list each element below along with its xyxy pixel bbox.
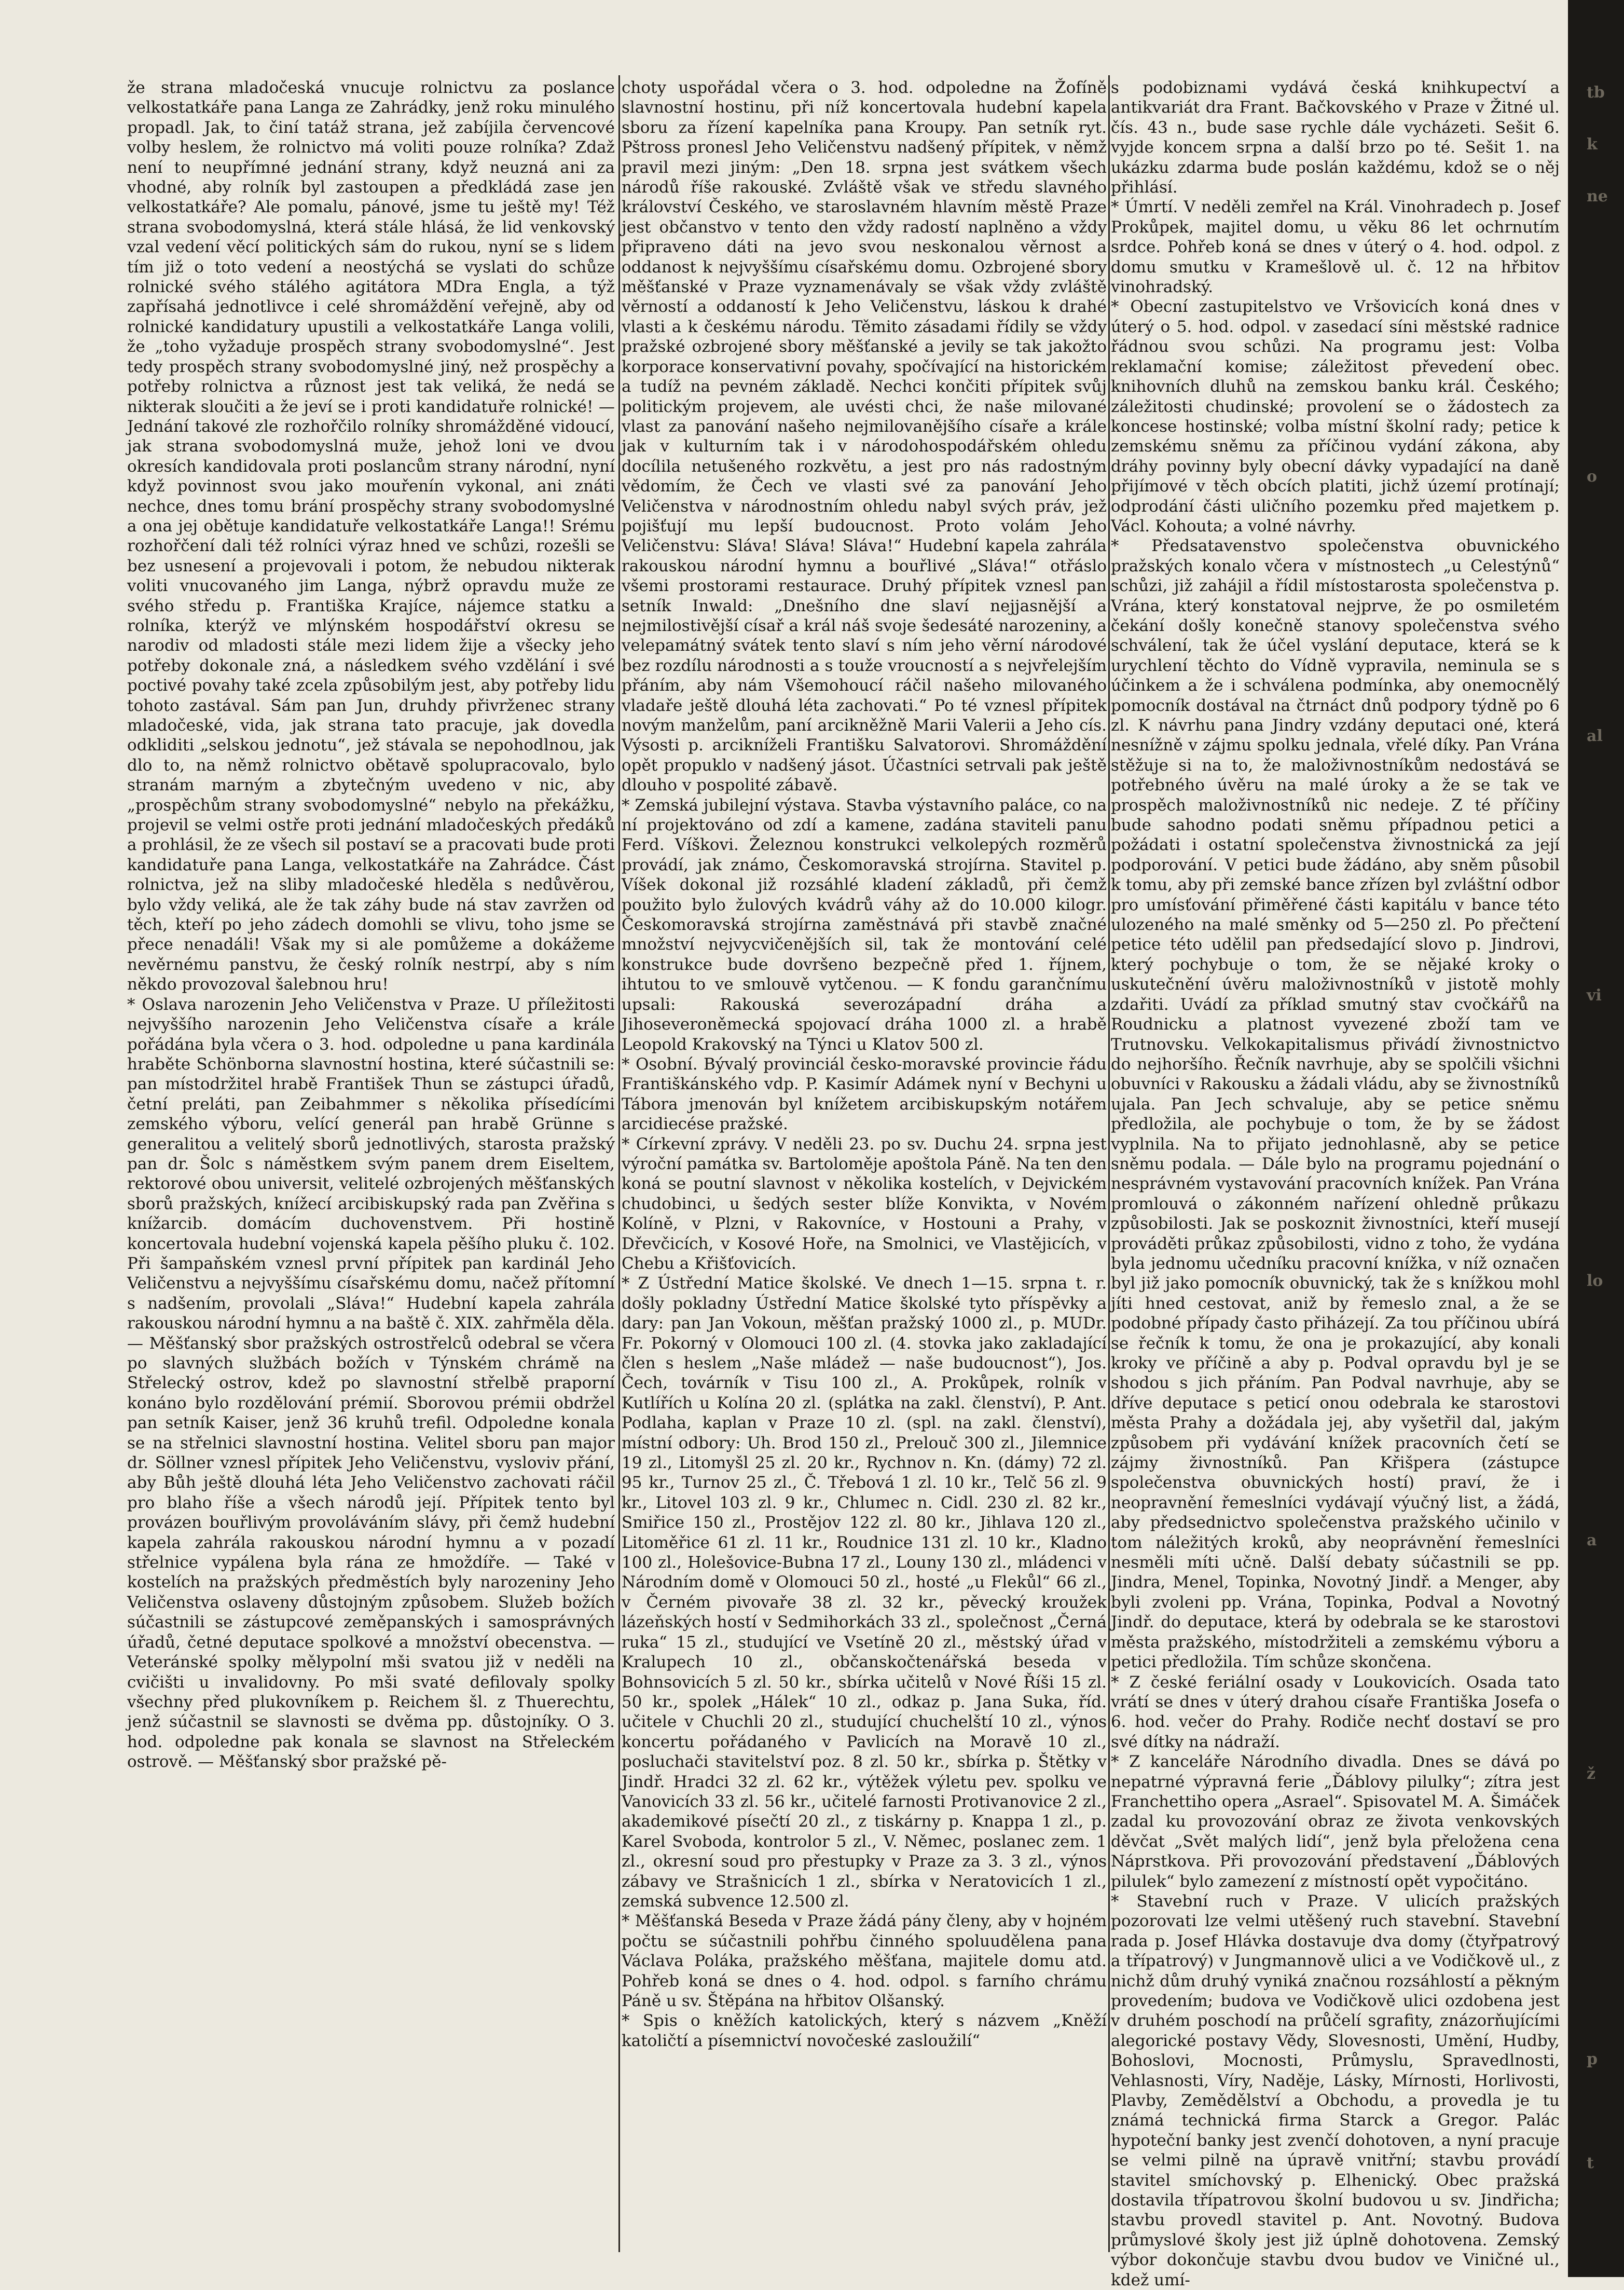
margin-fragment: t bbox=[1587, 2154, 1594, 2172]
page-edge-shadow bbox=[1568, 0, 1624, 2277]
margin-fragment: lo bbox=[1587, 1272, 1603, 1290]
margin-fragment: a bbox=[1587, 1531, 1597, 1549]
article-paragraph: * Z Ústřední Matice školské. Ve dnech 1—15. srpna t. r. došly pokladny Ústřední Matice školské tyto příspěvky a dary: pan Jan Vokoun, měšťan pražský 1000 zl., p. MUDr. Fr. Pokorný v Olomouci 100 zl. (4. stovka jako zakladající člen s heslem „Naše mládež — naše budoucnost“), Jos. Čech, továrník v Tisu 100 zl., A. Prokůpek, rolník v Kutlířích u Kolína 20 zl. (splátka na zakl. členství), P. Ant. Podlaha, kaplan v Praze 10 zl. (spl. na zakl. členství), místní odbory: Uh. Brod 150 zl., Prelouč 300 zl., Jilemnice 19 zl., Litomyšl 25 zl. 20 kr., Rychnov n. Kn. (dámy) 72 zl. 95 kr., Turnov 25 zl., Č. Třebová 1 zl. 10 kr., Telč 56 zl. 9 kr., Litovel 103 zl. 9 kr., Chlumec n. Cidl. 230 zl. 82 kr., Smiřice 150 zl., Prostějov 122 zl. 80 kr., Jihlava 120 zl., Litoměřice 61 zl. 11 kr., Roudnice 131 zl. 10 kr., Kladno 100 zl., Holešovice-Bubna 17 zl., Louny 130 zl., mládenci v Národním domě v Olomouci 50 zl., hosté „u Flekůl“ 66 zl., v Černém pivovaře 38 zl. 32 kr., pěvecký kroužek lázeňských hostí v Sedmihorkách 33 zl., společnost „Černá ruka“ 15 zl., studující ve Vsetíně 20 zl., městský úřad v Kralupech 10 zl., občanskočtenářská beseda v Bohnsovicích 5 zl. 50 kr., sbírka učitelů v Nové Říši 15 zl. 50 kr., spolek „Hálek“ 10 zl., odkaz p. Jana Suka, říd. učitele v Chuchli 20 zl., studující chuchelští 10 zl., výnos koncertu pořádaného v Pavlicích na Moravě 10 zl., posluchači stavitelství poz. 8 zl. 50 kr., sbírka p. Štětky v Jindř. Hradci 32 zl. 62 kr., výtěžek výletu pev. spolku ve Vanovicích 33 zl. 56 kr., učitelé farnosti Protivanovice 2 zl., akademikové písečtí 20 zl., z tiskárny p. Knappa 1 zl., p. Karel Svoboda, kontrolor 5 zl., V. Němec, poslanec zem. 1 zl., okresní soud pro přestupky v Praze za 3. 3 zl., výnos zábavy ve Strašnicích 1 zl., sbírka v Neratovicích 1 zl., zemská subvence 12.500 zl. bbox=[622, 1274, 1107, 1911]
article-paragraph: * Oslava narozenin Jeho Veličenstva v Praze. U příležitosti nejvyššího narozenin Jeho Veličenstva císaře a krále pořádána byla včera o 3. hod. odpoledne u pana kardinála hraběte Schönborna slavnostní hostina, které súčastnili se: pan místodržitel hrabě František Thun se zástupci úřadů, četní preláti, pan Zeibahmmer s několika přísedícími zemského výboru, velící generál pan hrabě Grünne s generalitou a velitelý sborů jednotlivých, starosta pražský pan dr. Šolc s náměstkem svým panem drem Eiseltem, rektorové obou universit, velitelé ozbrojených měšťanských sborů pražských, knížecí arcibiskupský rada pan Zvěřina s knížarcib. domácím duchovenstvem. Při hostině koncertovala hudební vojenská kapela pěšího pluku č. 102. Při šampaňském vznesl první přípitek pan kardinál Jeho Veličenstvu a nejvyššímu císařskému domu, načež přítomní s nadšením, provolali „Sláva!“ Hudební kapela zahrála rakouskou národní hymnu a na baště č. XIX. zahřměla děla. — Měšťanský sbor pražských ostrostřelců odebral se včera po slavných službách božích v Týnském chrámě na Střelecký ostrov, kdež po slavnostní střelbě praporní konáno bylo rozdělování prémií. Sborovou prémii obdržel pan setník Kaiser, jenž 36 kruhů trefil. Odpoledne konala se na střelnici slavnostní hostina. Velitel sboru pan major dr. Söllner vznesl přípitek Jeho Veličenstvu, vysloviv přání, aby Bůh ještě dlouhá léta Jeho Veličenstvo zachovati ráčil pro blaho říše a všech národů její. Přípitek tento byl provázen bouřlivým provoláváním slávy, při čemž hudební kapela zahrála rakouskou národní hymnu a v pozadí střelnice vypálena byla rána ze hmoždíře. — Také v kostelích na pražských předměstích byly narozeniny Jeho Veličenstva oslaveny důstojným způsobem. Služeb božích súčastnili se zástupcové zeměpanských i samosprávných úřadů, četné deputace spolkové a množství obecenstva. — Veteránské spolky mělypolní mši svatou již v neděli na cvičišti u invalidovny. Po mši svaté defilovaly spolky všechny před plukovníkem p. Reichem šl. z Thuerechtu, jenž súčastnil se slavnosti se dvěma pp. důstojníky. O 3. hod. odpoledne pak konala se slavnost na Střeleckém ostrově. — Měšťanský sbor pražské pě- bbox=[127, 995, 615, 1772]
column-divider bbox=[1108, 75, 1110, 2252]
article-paragraph: choty uspořádal včera o 3. hod. odpoledne na Žofíně slavnostní hostinu, při níž koncertovala hudební kapela sboru za řízení kapelníka pana Kroupy. Pan setník ryt. Pštross pronesl Jeho Veličenstvu nadšený přípitek, v němž pravil mezi jiným: „Den 18. srpna jest svátkem všech národů říše rakouské. Zvláště však ve středu slavného království Českého, ve staroslavném hlavním městě Praze jest občanstvo v tento den vždy radostí naplněno a vždy připraveno dáti na jevo svou neskonalou věrnost a oddanost k nejvyššímu císařskému domu. Ozbrojené sbory měšťanské v Praze vyznamenávaly se však vždy zvláště věrností a oddaností k Jeho Veličenstvu, láskou k drahé vlasti a k českému národu. Těmito zásadami řídily se vždy pražské ozbrojené sbory měšťanské a jevily se tak jakožto korporace konservativní povahy, spočívající na historickém a tudíž na pevném základě. Nechci končiti přípitek svůj politickým projevem, ale uvésti chci, že naše milované vlast za panování našeho nejmilovanějšího císaře a krále jak v kulturním tak i v národohospodářském ohledu docílila netušeného rozkvětu, a jest pro nás radostným vědomím, že Čech ve vlasti své za panování Jeho Veličenstva v národnostním ohledu nabyl svých práv, jež pojišťují mu lepší budoucnost. Proto volám Jeho Veličenstvu: Sláva! Sláva! Sláva!“ Hudební kapela zahrála rakouskou národní hymnu a bouřlivé „Sláva!“ otřáslo všemi prostorami restaurace. Druhý přípitek vznesl pan setník Inwald: „Dnešního dne slaví nejjasnější a nejmilostivější císař a král náš svoje šedesáté narozeniny, a velepamátný svátek tento slaví s ním jeho věrní národové bez rozdílu národnosti a s touže vroucností a s nejvřelejším přáním, aby nám Všemohoucí ráčil našeho milovaného vladaře ještě dlouhá léta zachovati.“ Po té vznesl přípitek novým manželům, paní arcikněžně Marii Valerii a Jeho cís. Výsosti p. arcikníželi Františku Salvatorovi. Shromáždění opět propuklo v nadšený jásot. Účastníci setrvali pak ještě dlouho v pospolité zábavě. bbox=[622, 78, 1107, 795]
article-paragraph: * Spis o kněžích katolických, který s názvem „Kněží katoličtí a písemnictví novočeské zasloužilí“ bbox=[622, 2011, 1107, 2050]
column-3 bbox=[1111, 78, 1560, 2289]
margin-fragment: al bbox=[1587, 727, 1603, 745]
article-paragraph: * Církevní zprávy. V neděli 23. po sv. Duchu 24. srpna jest výroční památka sv. Bartoloměje apoštola Páně. Na ten den koná se poutní slavnost v několika kostelích, v Dejvickém chudobinci, u šedých sester blíže Konvikta, v Novém Kolíně, v Plzni, v Rakovníce, v Hostouni a Prahy, v Dřevčicích, v Kosové Hoře, na Smolnici, ve Vlastějicích, v Chebu a Křišťovicích. bbox=[622, 1134, 1107, 1273]
article-paragraph: * Zemská jubilejní výstava. Stavba výstavního paláce, co na ní projektováno od zdí a kamene, zadána staviteli panu Ferd. Víškovi. Železnou konstrukci velkolepých rozměrů provádí, jak známo, Českomoravská strojírna. Stavitel p. Víšek dokonal již rozsáhlé kladení základů, při čemž použito bylo žulových kvádrů váhy až do 10.000 kilogr. Českomoravská strojírna zaměstnává při stavbě značné množství nejvycvičenějších sil, tak že montování celé konstrukce bude dovršeno bezpečně před 1. říjnem, ihtutou to ve smlouvě vytčenou. — K fondu garančnímu upsali: Rakouská severozápadní dráha a Jihoseveroněmecká spojovací dráha 1000 zl. a hrabě Leopold Krakovský na Týnci u Klatov 500 zl. bbox=[622, 796, 1107, 1054]
margin-fragment: vi bbox=[1587, 986, 1602, 1005]
margin-fragment: o bbox=[1587, 468, 1598, 486]
article-paragraph: * Osobní. Bývalý provinciál česko-moravské provincie řádu Františkánského vdp. P. Kasimír Adámek nyní v Bechyni u Tábora jmenován byl knížetem arcibiskupským notářem arcidiecése pražské. bbox=[622, 1054, 1107, 1134]
column-1 bbox=[127, 78, 615, 2247]
article-paragraph: že strana mladočeská vnucuje rolnictvu za poslance velkostatkáře pana Langa ze Zahrádky, jenž roku minulého propadl. Jak, to činí tatáž strana, jež zabíjila červencové volby heslem, že rolnictvo má voliti pouze rolníka? Zdaž není to neupřímné jednání strany, když neuzná ani za vhodné, aby rolník byl zastoupen a předkládá zase jen velkostatkáře? Ale pomalu, pánové, jsme tu ještě my! Též strana svobodomyslná, která stále hlásá, že lid venkovský vzal vedení věcí politických sám do rukou, nyní se s lidem tím již o toto vedení a neostýchá se vyslati do schůze rolnické svého stálého agitátora MDra Engla, a týž zapřísahá jednotlivce i celé shromáždění veřejně, aby od rolnické kandidatury upustili a velkostatkáře Langa volili, že „toho vyžaduje prospěch strany svobodomyslné“. Jest tedy prospěch strany svobodomyslné jiný, než prospěchy a potřeby rolnictva a různost jest tak veliká, že nedá se nikterak sloučiti a že jeví se i proti kandidatuře rolnické! — Jednání takové zle rozhořčilo rolníky shromážděné vidoucí, jak strana svobodomyslná muže, jehož loni ve dvou okresích kandidovala proti poslancům strany národní, nyní když povinnost svou jako mouřenín vykonal, ani znáti nechce, dnes tomu brání prospěchy strany svobodomyslné a ona jej obětuje kandidatuře velkostatkáře Langa!! Srému rozhořčení dali též rolníci výraz hned ve schůzi, rozešli se bez usnesení a projevovali i potom, že nebudou nikterak voliti vnucovaného jim Langa, nýbrž opravdu muže ze svého středu p. Františka Krajíce, nájemce statku a rolníka, kterýž ve mlýnském hospodářství okresu se narodiv od mladosti stále mezi lidem žije a všecky jeho potřeby dokonale zná, a následkem svého vzdělání i své poctivé povahy také zcela způsobilým jest, aby potřeby lidu tohoto zastával. Sám pan Jun, druhdy přivrženec strany mladočeské, vida, jak strana tato pracuje, jak dovedla odkliditi „selskou jednotu“, jež stávala se nepohodlnou, jak dlo to, na němž rolnictvo obětavě spolupracovalo, bylo stranám marným a zbytečným uvedeno v nic, aby „prospěchům strany svobodomyslné“ nebylo na překážku, projevil se velmi ostře proti jednání mladočeských předáků a prohlásil, že ze všech sil postaví se a pracovati bude proti kandidatuře pana Langa, velkostatkáře na Zahrádce. Část rolnictva, jež na sliby mladočeské hleděla s nedůvěrou, bylo vždy veliká, ale že tak záhy bude ná stav zavržen od těch, kteří po jeho zádech domohli se vlivu, toho jsme se přece nenadáli! Však my si ale pomůžeme a dokážeme nevěrnému panstvu, že český rolník nestrpí, aby s ním někdo provozoval šalebnou hru! bbox=[127, 78, 615, 994]
column-divider bbox=[618, 75, 620, 2252]
margin-fragment: tb bbox=[1587, 84, 1605, 102]
article-paragraph: * Stavební ruch v Praze. V ulicích pražských pozorovati lze velmi utěšený ruch stavební. Stavební rada p. Josef Hlávka dostavuje dva domy (čtyřpatrový a třípatrový) v Jungmannově ulici a ve Vodičkově ul., z nichž dům druhý vyniká značnou rozsáhlostí a pěkným provedením; budova ve Vodičkově ulici ozdobena jest v druhém poschodí na průčelí sgrafity, znázorňujícími alegorické postavy Vědy, Slovesnosti, Umění, Hudby, Bohoslovi, Mocnosti, Průmyslu, Spravedlnosti, Vehlasnosti, Víry, Naděje, Lásky, Mírnosti, Horlivosti, Plavby, Zemědělství a Obchodu, a provedla je tu známá technická firma Starck a Gregor. Palác hypoteční banky jest zvenčí dohotoven, a nyní pracuje se velmi pilně na úpravě vnitřní; stavbu provádí stavitel smíchovský p. Elhenický. Obec pražská dostavila třípatrovou školní budovou u sv. Jindřicha; stavbu provedl stavitel p. Ant. Novotný. Budova průmyslové školy jest již úplně dohotovena. Zemský výbor dokončuje stavbu dvou budov ve Viničné ul., kdež umí- bbox=[1111, 1891, 1560, 2289]
margin-fragment: ž bbox=[1587, 1765, 1596, 1783]
article-paragraph: s podobiznami vydává česká knihkupectví a antikvariát dra Frant. Bačkovského v Praze v Žitné ul. čís. 43 n., bude sase rychle dále vycházeti. Sešit 6. vyjde koncem srpna a další brzo po té. Sešit 1. na ukázku zdarma bude poslán každému, kdož se o něj přihlásí. bbox=[1111, 78, 1560, 197]
article-paragraph: * Z české feriální osady v Loukovicích. Osada tato vrátí se dnes v úterý drahou císaře Františka Josefa o 6. hod. večer do Prahy. Rodiče nechť dostaví se pro své dítky na nádraží. bbox=[1111, 1672, 1560, 1751]
column-2 bbox=[622, 78, 1107, 2247]
article-paragraph: * Předsatavenstvo společenstva obuvnického pražských konalo včera v místnostech „u Celestýnů“ schůzi, již zahájil a řídil místostarosta společenstva p. Vrána, který konstatoval nejprve, že po osmiletém čekání došly konečně stanovy společenstva svého schválení, tak že účel vyslání deputace, která se k urychlení těchto do Vídně vypravila, neminula se s účinkem a že i schválena podmínka, aby onemocnělý pomocník dostával na čtrnáct dnů podpory týdně po 6 zl. K návrhu pana Jindry vzdány deputaci oné, která nesnížně v zájmu spolku jednala, vřelé díky. Pan Vrána stěžuje si na to, že maloživnostníkům nedostává se potřebného úvěru na malé úroky a že se tak ve prospěch maloživnostníků nic nedeje. Z té příčiny bude sahodno podati sněmu případnou petici a požádati i ostatní společenstva živnostnická za její podporování. V petici bude žádáno, aby sněm působil k tomu, aby při zemské bance zřízen byl zvláštní odbor pro umísťování přiměřené části kapitálu v bance této ulozeného na malé směnky od 5—250 zl. Po přečtení petice této udělil pan předsedající slovo p. Jindrovi, který pochybuje o tom, že se nějaké kroky o uskutečnění úvěru maloživnostníků v jistotě mohly zdařiti. Uvádí za příklad smutný stav cvočkářů na Roudnicku a platnost vyvezené zboží tam ve Trutnovsku. Velkokapitalismus přivádí živnostnictvo do nejhoršího. Řečník navrhuje, aby se spolčili všichni obuvníci v Rakousku a žádali vládu, aby se živnostníků ujala. Pan Jech schvaluje, aby se petice sněmu předložila, ale pochybuje o tom, že by se žádost vyplnila. Na to přijato jednohlasně, aby se petice sněmu podala. — Dále bylo na programu pojednání o nesprávném vystavování pracovních knížek. Pan Vrána promlouvá o zákonném nařízení ohledně průkazu způsobilosti. Jak se poskoznit živnostníci, kteří musejí prováděti průkaz způsobilosti, vidno z toho, že vydána byla jednomu učedníku pracovní knížka, v níž označen byl již jako pomocník obuvnický, tak že s knížkou mohl jíti hned cestovat, aniž by řemeslo znal, a že se podobné případy často přiházejí. Za tou příčinou ubírá se řečník k tomu, že ona je prokazující, aby konali kroky ve příčině a aby p. Podval opravdu byl je se shodou s jich přáním. Pan Podval navrhuje, aby se dříve deputace s peticí onou odebrala ke starostovi města Prahy a dožádala jej, aby vyšetřil dal, jakým způsobem při vydávání knížek pracovních četí se zájmy živnostníků. Pan Křišpera (zástupce společenstva obuvnických hostí) praví, že i neopravnění řemeslníci vydávají výučný list, a žádá, aby předsednictvo společenstva pražského učinilo v tom náležitých kroků, aby neoprávnění řemeslníci nesměli míti učně. Další debaty súčastnili se pp. Jindra, Menel, Topinka, Novotný Jindř. a Menger, aby byli zvoleni pp. Vrána, Topinka, Podval a Novotný Jindř. do deputace, která by odebrala se ke starostovi města pražského, místodržiteli a zemskému výboru a petici předložila. Tím schůze skončena. bbox=[1111, 537, 1560, 1672]
article-paragraph: * Obecní zastupitelstvo ve Vršovicích koná dnes v úterý o 5. hod. odpol. v zasedací síni městské radnice řádnou svou schůzi. Na programu jest: Volba reklamační komise; záležitost převedení obec. knihovních dluhů na zemskou banku král. Českého; záležitosti chudinské; provolení se o žádostech za koncese hostinské; volba místní školní rady; petice k zemskému sněmu za příčinou vydání zákona, aby dráhy povinny byly obecní dávky vypadající na daně přijímové v těch obcích platiti, jichž území protínají; odprodání části uličního pozemku před majetkem p. Václ. Kohouta; a volné návrhy. bbox=[1111, 297, 1560, 536]
margin-fragment: p bbox=[1587, 2050, 1598, 2068]
article-paragraph: * Měšťanská Beseda v Praze žádá pány členy, aby v hojném počtu se súčastnili pohřbu činného spoluudělena pana Václava Poláka, pražského měšťana, majitele domu atd. Pohřeb koná se dnes o 4. hod. odpol. s farního chrámu Páně u sv. Štěpána na hřbitov Olšanský. bbox=[622, 1912, 1107, 2010]
margin-fragment: k bbox=[1587, 135, 1598, 154]
margin-fragment: ne bbox=[1587, 187, 1608, 205]
article-paragraph: * Z kanceláře Národního divadla. Dnes se dává po nepatrné výpravná ferie „Ďáblovy pilulky“; zítra jest Franchettiho opera „Asrael“. Spisovatel M. A. Šimáček zadal ku provozování obraz ze života venkovských děvčat „Svět malých lidí“, jenž byla přeložena cena Náprstkova. Při provozování představení „Ďáblových pilulek“ bylo zamezení z místností opět vypočitáno. bbox=[1111, 1752, 1560, 1891]
article-paragraph: * Úmrtí. V neděli zemřel na Král. Vinohradech p. Josef Prokůpek, majitel domu, u věku 86 let ochrnutím srdce. Pohřeb koná se dnes v úterý o 4. hod. odpol. z domu smutku v Kramešlově ul. č. 12 na hřbitov vinohradský. bbox=[1111, 198, 1560, 297]
